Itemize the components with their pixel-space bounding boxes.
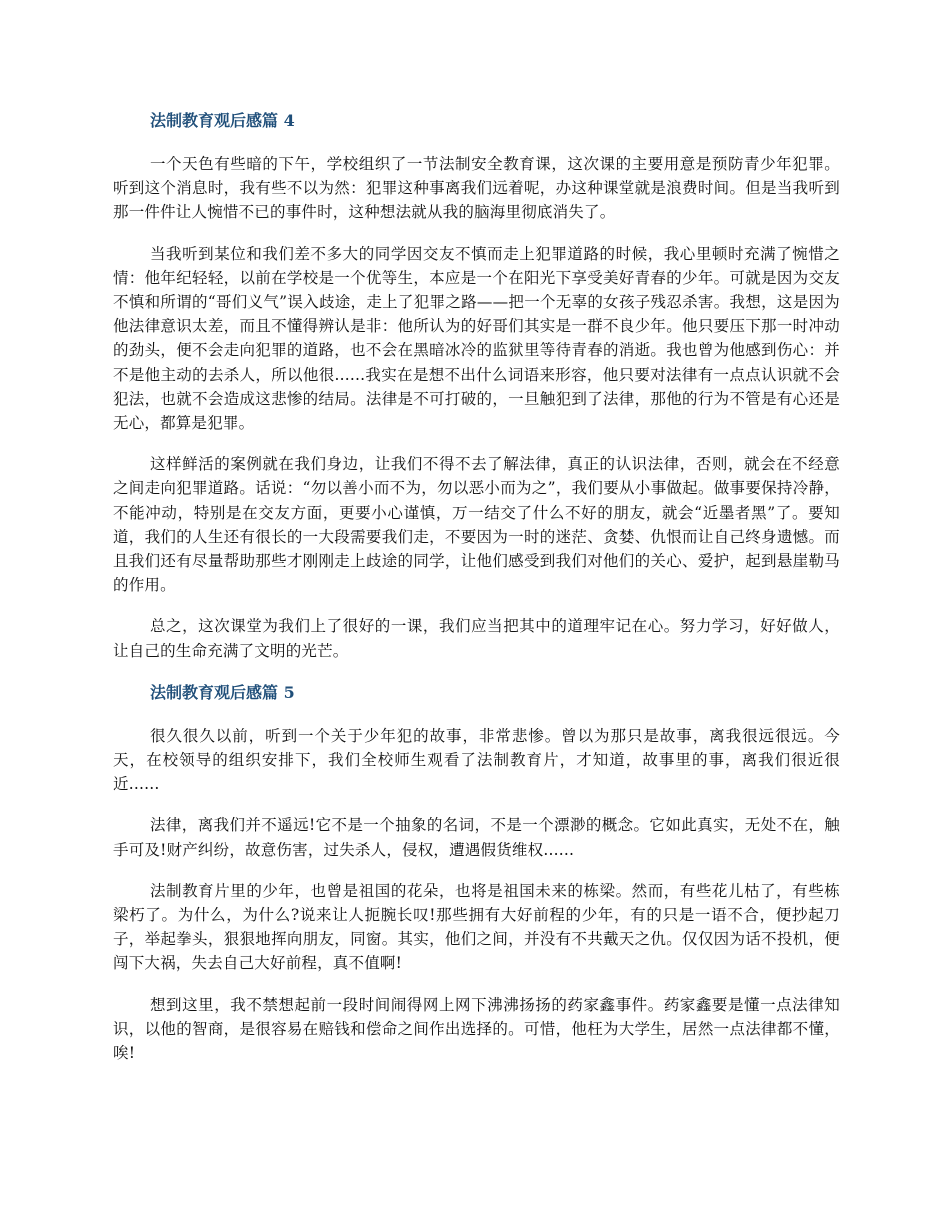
section-title: 法制教育观后感篇 5 [150, 682, 295, 702]
section-title: 法制教育观后感篇 4 [150, 111, 295, 130]
paragraph: 很久很久以前，听到一个关于少年犯的故事，非常悲惨。曾以为那只是故事，离我很远很远。今天，在校领导的组织安排下，我们全校师生观看了法制教育片，才知道，故事里的事，离我们很近很近...... [113, 726, 840, 794]
paragraph: 法律，离我们并不遥远!它不是一个抽象的名词，不是一个漂渺的概念。它如此真实，无处不在，触手可及!财产纠纷，故意伤害，过失杀人，侵权，遭遇假货维权...... [113, 816, 840, 859]
paragraph: 总之，这次课堂为我们上了很好的一课，我们应当把其中的道理牢记在心。努力学习，好好做人，让自己的生命充满了文明的光芒。 [113, 617, 840, 660]
paragraph: 当我听到某位和我们差不多大的同学因交友不慎而走上犯罪道路的时候，我心里顿时充满了惋惜之情：他年纪轻轻，以前在学校是一个优等生，本应是一个在阳光下享受美好青春的少年。可就是因为交友不慎和所谓的“哥们义气”误入歧途，走上了犯罪之路——把一个无辜的女孩子残忍杀害。我想，这是因为他法律意识太差，而且不懂得辨认是非：他所认为的好哥们其实是一群不良少年。他只要压下那一时冲动的劲头，便不会走向犯罪的道路，也不会在黑暗冰冷的监狱里等待青春的消逝。我也曾为他感到伤心：并不是他主动的去杀人，所以他很......我实在是想不出什么词语来形容，他只要对法律有一点点认识就不会犯法，也就不会造成这悲惨的结局。法律是不可打破的，一旦触犯到了法律，那他的行为不管是有心还是无心，都算是犯罪。 [113, 244, 840, 433]
paragraph: 一个天色有些暗的下午，学校组织了一节法制安全教育课，这次课的主要用意是预防青少年犯罪。听到这个消息时，我有些不以为然：犯罪这种事离我们远着呢，办这种课堂就是浪费时间。但是当我听到那一件件让人惋惜不已的事件时，这种想法就从我的脑海里彻底消失了。 [113, 155, 840, 222]
paragraph: 法制教育片里的少年，也曾是祖国的花朵，也将是祖国未来的栋梁。然而，有些花儿枯了，有些栋梁朽了。为什么，为什么?说来让人扼腕长叹!那些拥有大好前程的少年，有的只是一语不合，便抄起刀子，举起拳头，狠狠地挥向朋友，同窗。其实，他们之间，并没有不共戴天之仇。仅仅因为话不投机，便闯下大祸，失去自己大好前程，真不值啊! [113, 881, 840, 973]
paragraph: 这样鲜活的案例就在我们身边，让我们不得不去了解法律，真正的认识法律，否则，就会在不经意之间走向犯罪道路。话说：“勿以善小而不为，勿以恶小而为之”，我们要从小事做起。做事要保持冷静，不能冲动，特别是在交友方面，更要小心谨慎，万一结交了什么不好的朋友，就会“近墨者黑”了。要知道，我们的人生还有很长的一大段需要我们走，不要因为一时的迷茫、贪婪、仇恨而让自己终身遗憾。而且我们还有尽量帮助那些才刚刚走上歧途的同学，让他们感受到我们对他们的关心、爱护，起到悬崖勒马的作用。 [113, 455, 840, 595]
paragraph: 想到这里，我不禁想起前一段时间闹得网上网下沸沸扬扬的药家鑫事件。药家鑫要是懂一点法律知识，以他的智商，是很容易在赔钱和偿命之间作出选择的。可惜，他枉为大学生，居然一点法律都不懂，唉! [113, 995, 840, 1063]
